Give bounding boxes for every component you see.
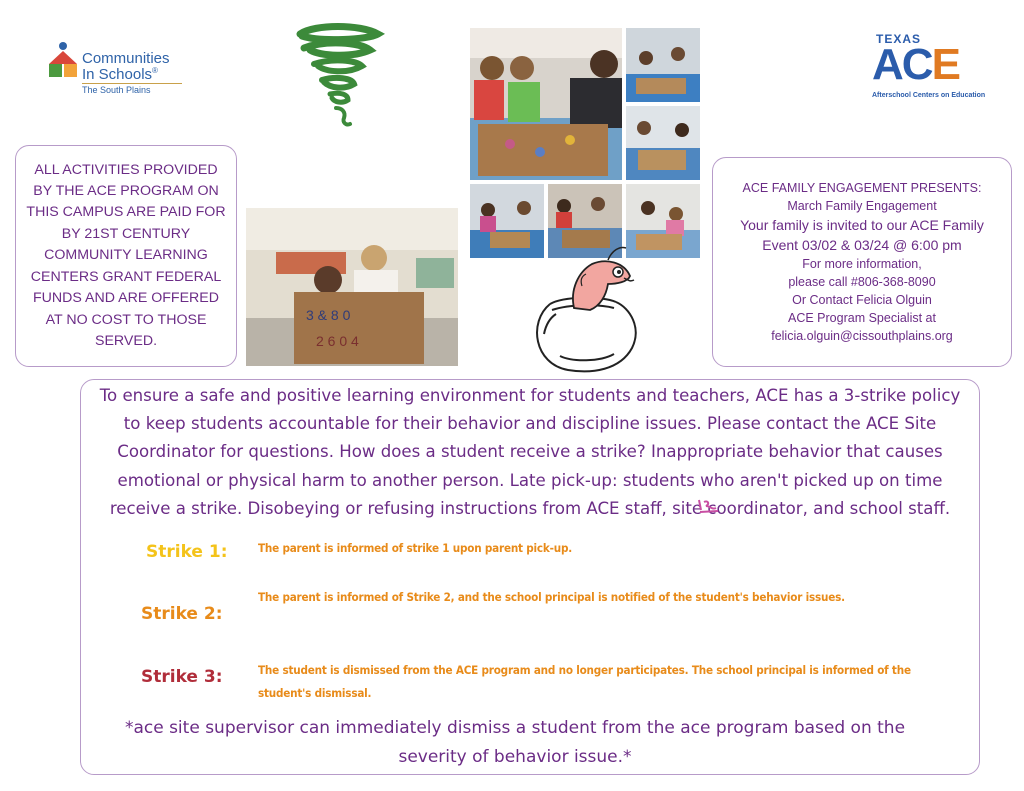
- ace-logo-tagline: Afterschool Centers on Education: [872, 92, 986, 99]
- event-contact: Or Contact Felicia Olguin: [792, 293, 932, 307]
- funding-notice-text: ALL ACTIVITIES PROVIDED BY THE ACE PROGRAM ON THIS CAMPUS ARE PAID FOR BY 21ST CENTURY COMMUNITY LEARNING CENTERS GRANT FEDERAL FUNDS AND ARE OFFERED AT NO COST TO THOSE SERVED.: [26, 161, 226, 349]
- texas-ace-logo: [866, 30, 986, 102]
- strike-3-description: The student is dismissed from the ACE program and no longer participates. The school principal is informed of the student's dismissal.: [258, 663, 911, 700]
- tornado-icon: [290, 22, 385, 130]
- photo-activity-2: [626, 28, 700, 102]
- strike-2-label: Strike 2:: [141, 604, 223, 624]
- strike-1-description: The parent is informed of strike 1 upon parent pick-up.: [258, 541, 573, 555]
- cis-logo-line2: In Schools®: [82, 66, 158, 83]
- fish-in-bowl-illustration: [530, 246, 640, 374]
- event-presents: ACE FAMILY ENGAGEMENT PRESENTS:: [742, 181, 982, 195]
- strike-1-label: Strike 1:: [146, 542, 228, 562]
- event-invite-line1: Your family is invited to our ACE Family: [740, 217, 984, 233]
- strike-2-description: The parent is informed of Strike 2, and the school principal is notified of the student's behavior issues.: [258, 590, 845, 604]
- cis-house-icon: [46, 40, 80, 80]
- photo-kids-painting: [470, 28, 622, 180]
- svg-text:2 6 0 4: 2 6 0 4: [316, 333, 359, 349]
- cis-logo-line1: Communities: [82, 50, 170, 67]
- event-title: March Family Engagement: [787, 199, 937, 213]
- strike-3-label: Strike 3:: [141, 667, 223, 687]
- ace-letter-e: E: [931, 40, 959, 89]
- event-invite-line2: Event 03/02 & 03/24 @ 6:00 pm: [762, 237, 962, 253]
- supervisor-dismissal-note: *ace site supervisor can immediately dismiss a student from the ace program based on the severity of behavior issue.*: [124, 718, 906, 767]
- communities-in-schools-logo: [44, 38, 184, 98]
- policy-intro-text: To ensure a safe and positive learning environment for students and teachers, ACE has a 3-strike policy to keep students accountable for their behavior and discipline issues. Please contact the ACE Site Coordinator for questions. How does a student receive a strike? Inappropriate behavior that causes emotional or physical harm to another person. Late pick-up: students who aren't picked up on time receive a strike. Disobeying or refusing instructions from ACE staff, site coordinator, and school staff.: [99, 386, 961, 518]
- ace-letter-a: A: [872, 40, 902, 89]
- event-info: For more information,: [802, 257, 922, 271]
- pen-scribble-mark: [696, 496, 722, 514]
- cis-logo-rule: [82, 83, 182, 84]
- event-email[interactable]: felicia.olguin@cissouthplains.org: [771, 329, 953, 343]
- photo-staff-holding-artwork: [246, 208, 458, 366]
- ace-letter-c: C: [901, 40, 932, 89]
- event-phone: please call #806-368-8090: [788, 275, 936, 289]
- photo-activity-3: [626, 106, 700, 180]
- ace-logo-letters: [872, 38, 959, 92]
- ace-logo-state: TEXAS: [876, 32, 922, 46]
- event-role: ACE Program Specialist at: [788, 311, 936, 325]
- family-engagement-event-box: [712, 157, 1012, 367]
- cis-logo-line3: The South Plains: [82, 85, 151, 95]
- funding-notice-box: [15, 145, 237, 367]
- svg-text:3 & 8 0: 3 & 8 0: [306, 307, 351, 323]
